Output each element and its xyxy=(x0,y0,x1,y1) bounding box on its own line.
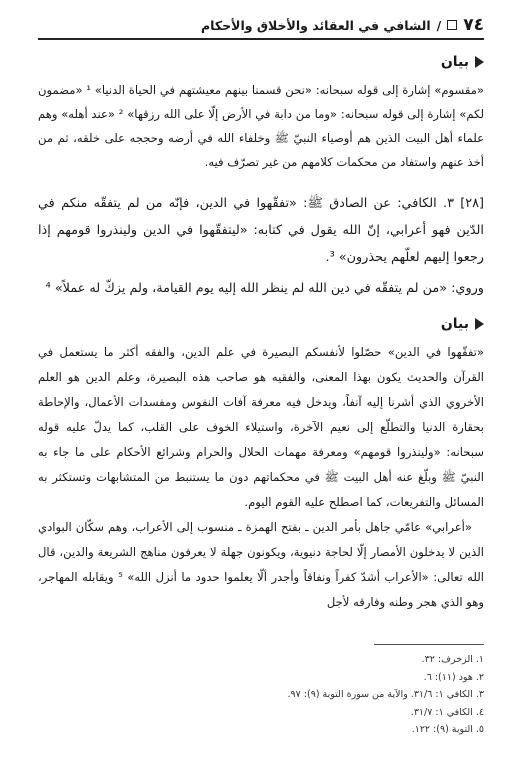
square-ornament-icon xyxy=(447,20,457,30)
section-heading xyxy=(38,316,484,332)
page-number: ٧٤ xyxy=(463,15,484,35)
footnote: ٣. الكافي ١: ٣١/٦. والآية من سورة التوبة (٩): ٩٧. xyxy=(287,689,484,700)
hadith-text: [٢٨] ٣. الكافي: عن الصادق ﷺ: «تفقّهوا في الدين، فإنّه من لم يتفقّه منكم في الدّين فهو أعرابي، إنّ الله يقول في كتابه: «ليتفقّهوا في الدين ولينذروا قومهم إذا رجعوا إليهم لعلّهم يحذرون» ³. xyxy=(38,196,484,265)
commentary-paragraph: «مقسوم» إشارة إلى قوله سبحانه: «نحن قسمنا بينهم معيشتهم في الحياة الدنيا» ¹ «مضمون لكم» إشارة إلى قوله سبحانه: «وما من دابة في الأرض إلّا على الله رزقها» ² «عند أهله» وهم علماء أهل البيت الذين هم أوصياء النبيّ ﷺ وخلفاء الله في أرضه وحججه على خلقه، ثم من أخذ عنهم واستفاد من محكمات كلامهم من غير تصرّف فيه. xyxy=(38,83,484,169)
hadith-variant: وروي: «من لم يتفقّه في دين الله لم ينظر الله إليه يوم القيامة، ولم يزكّ له عملاً» ⁴ xyxy=(45,281,484,296)
footnotes xyxy=(38,644,484,739)
commentary-paragraph: «أعرابي» عامّي جاهل بأمر الدين ـ بفتح الهمزة ـ منسوب إلى الأعراب، وهم سكّان البوادي الذين لا يدخلون الأمصار إلّا لحاجة دنيوية، ويكونون جهلة لا يعرفون مناهج الشريعة والدين، قال الله تعالى: «الأعراب أشدّ كفراً ونفاقاً وأجدر ألّا يعلموا حدود ما أنزل الله» ⁵ ويقابله المهاجر، وهو الذي هجر وطنه وفارقه لأجل xyxy=(38,520,484,609)
triangle-marker-icon xyxy=(475,56,484,68)
footnote: ٢. هود (١١): ٦. xyxy=(423,671,484,683)
header-rule xyxy=(38,38,484,40)
footnote-rule xyxy=(374,644,484,645)
footnote: ١. الزخرف: ٣٢. xyxy=(421,654,484,665)
running-header xyxy=(38,14,484,36)
header-divider: / xyxy=(436,17,442,33)
section-heading xyxy=(38,54,484,70)
footnote: ٥. التوبة (٩): ١٢٢. xyxy=(411,724,484,735)
running-title: الشافي في العقائد والأخلاق والأحكام xyxy=(201,17,431,33)
triangle-marker-icon xyxy=(475,318,484,330)
section-heading-label: بيان xyxy=(440,54,469,70)
section-heading-label: بيان xyxy=(440,316,469,332)
footnote: ٤. الكافي ١: ٣١/٧. xyxy=(410,706,484,718)
commentary-paragraph: «تفقّهوا في الدين» حصّلوا لأنفسكم البصيرة في علم الدين، والفقه أكثر ما يستعمل في القرآن والحديث يكون بهذا المعنى، والفقيه هو صاحب هذه البصيرة، وعلم الدين هو العلم الأخروي الذي أشرنا إليه آنفاً، ويدخل فيه معرفة آفات النفوس ومفسدات الأعمال، والإحاطة بحقارة الدنيا والتطلّع إلى نعيم الآخرة، واستيلاء الخوف على القلب، كما يدلّ عليه قوله سبحانه: «ولينذروا قومهم» ومعرفة مهمات الحلال والحرام وشرائع الأحكام على ما جاء به النبيّ ﷺ وبلّغ عنه أهل البيت ﷺ في محكماتهم دون ما يستنبط من المتشابهات وتستكثر به المسائل والتفريعات، كما اصطلح عليه القوم اليوم. xyxy=(38,345,484,509)
